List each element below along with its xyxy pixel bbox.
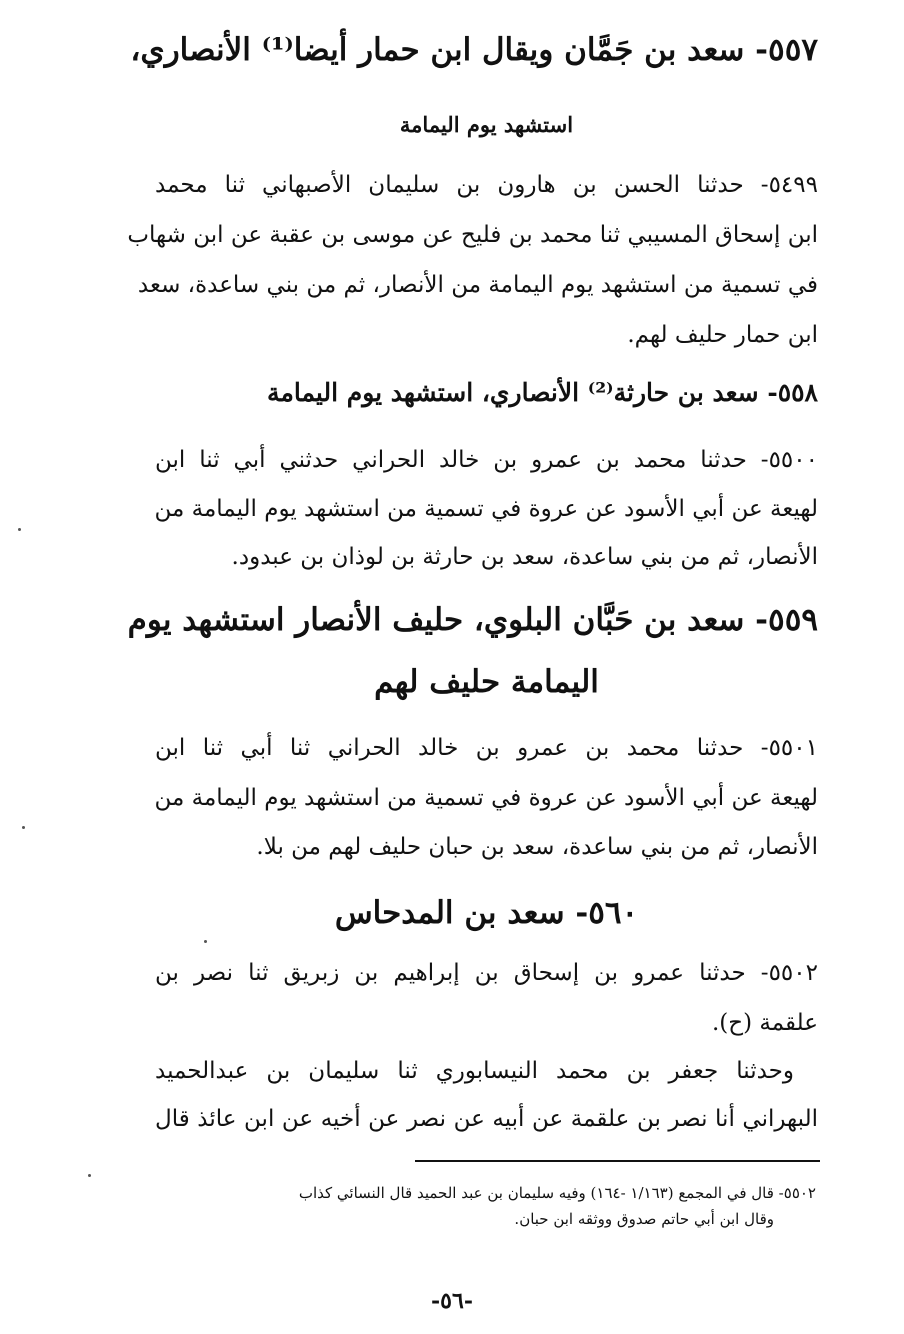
- scan-speck: [18, 528, 21, 531]
- hadith-5501-line-3: الأنصار، ثم من بني ساعدة، سعد بن حبان حليف لهم من بلا.: [256, 834, 818, 860]
- entry-559-heading-line-2: اليمامة حليف لهم: [374, 664, 599, 700]
- entry-557-subheading: استشهد يوم اليمامة: [399, 112, 574, 137]
- page-number: -٥٦-: [431, 1288, 473, 1314]
- hadith-5500-line-3: الأنصار، ثم من بني ساعدة، سعد بن حارثة بن لوذان بن عبدود.: [231, 544, 818, 570]
- hadith-5500-line-1: ٥٥٠٠- حدثنا محمد بن عمرو بن خالد الحراني حدثني أبي ثنا ابن: [155, 447, 818, 473]
- entry-560-heading: ٥٦٠- سعد بن المدحاس: [334, 895, 639, 931]
- footnote-line-2: وقال ابن أبي حاتم صدوق ووثقه ابن حبان.: [514, 1210, 774, 1228]
- footnote-line-1: ٥٥٠٢- قال في المجمع (١/١٦٣ -١٦٤) وفيه سليمان بن عبد الحميد قال النسائي كذاب: [298, 1184, 816, 1202]
- hadith-5502-line-2: علقمة (ح).: [711, 1010, 818, 1036]
- hadith-5499-line-1: ٥٤٩٩- حدثنا الحسن بن هارون بن سليمان الأصبهاني ثنا محمد: [155, 172, 818, 198]
- hadith-5499-line-3: في تسمية من استشهد يوم اليمامة من الأنصار، ثم من بني ساعدة، سعد: [137, 272, 818, 298]
- scan-speck: [204, 940, 207, 943]
- hadith-5501-line-2: لهيعة عن أبي الأسود عن عروة في تسمية من استشهد يوم اليمامة من: [154, 785, 818, 811]
- entry-559-heading-line-1: ٥٥٩- سعد بن حَبَّان البلوي، حليف الأنصار استشهد يوم: [127, 602, 818, 638]
- hadith-5499-line-4: ابن حمار حليف لهم.: [627, 322, 818, 348]
- scan-speck: [88, 1174, 91, 1177]
- entry-557-heading: ٥٥٧- سعد بن جَمَّان ويقال ابن حمار أيضا⁽¹⁾ الأنصاري،: [130, 32, 818, 68]
- hadith-5502-line-4: البهراني أنا نصر بن علقمة عن أبيه عن نصر عن أخيه عن ابن عائذ قال: [155, 1106, 818, 1132]
- hadith-5502-line-1: ٥٥٠٢- حدثنا عمرو بن إسحاق بن إبراهيم بن زبريق ثنا نصر بن: [155, 960, 818, 986]
- scan-speck: [22, 826, 25, 829]
- hadith-5501-line-1: ٥٥٠١- حدثنا محمد بن عمرو بن خالد الحراني ثنا أبي ثنا ابن: [155, 735, 818, 761]
- hadith-5500-line-2: لهيعة عن أبي الأسود عن عروة في تسمية من استشهد يوم اليمامة من: [154, 496, 818, 522]
- hadith-5502-line-3: وحدثنا جعفر بن محمد النيسابوري ثنا سليمان بن عبدالحميد: [155, 1058, 794, 1084]
- footnote-divider: [415, 1160, 820, 1162]
- entry-558-heading: ٥٥٨- سعد بن حارثة⁽²⁾ الأنصاري، استشهد يوم اليمامة: [267, 378, 818, 407]
- hadith-5499-line-2: ابن إسحاق المسيبي ثنا محمد بن فليح عن موسى بن عقبة عن ابن شهاب: [127, 222, 818, 248]
